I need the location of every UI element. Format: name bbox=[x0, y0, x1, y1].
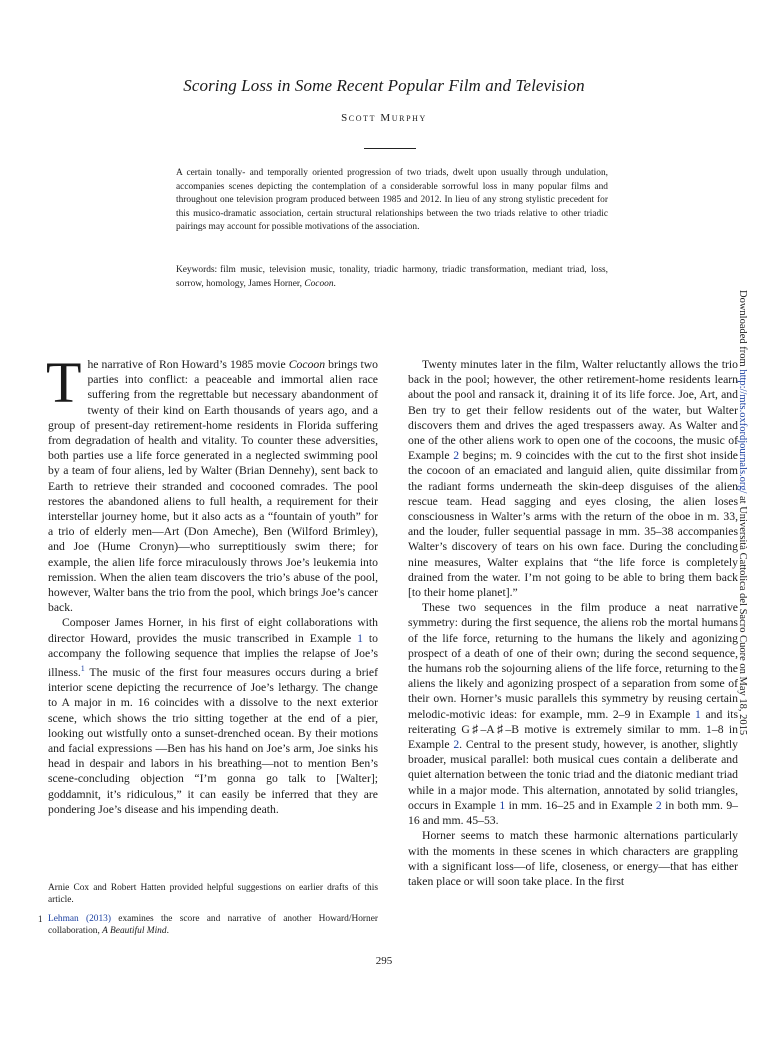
p3-text-b: begins; m. 9 coincides with the cut to the first shot inside the cocoon of an emaciated and languid alien, quite dissimilar from the radiant forms underneath the skin-deep disguises of the alien rescue team. Head sagging and eyes closing, the alien loses consciousness in Walter’s arms with the return of the oboe in m. 33, and the louder, fuller sequential passage in mm. 35–38 accompanies Walter’s discovery of tears on his own face. During the concluding nine measures, Walter explains that “the life force is completely drained from the water. I’m not going to be able to bring them back [to their home planet].” bbox=[408, 449, 738, 600]
footnote-text: examines the score and narrative of another Howard/Horner collaboration, bbox=[48, 913, 378, 937]
p2-text-a: Composer James Horner, in his first of eight collaborations with director Howard, provides the music transcribed in Example bbox=[48, 616, 378, 645]
keywords-label: Keywords: bbox=[176, 265, 218, 275]
drop-cap: T bbox=[46, 350, 82, 415]
right-column bbox=[408, 357, 738, 889]
p4-text-b: and its reiterating G♯–A♯–B motive is extremely similar to mm. 1–8 in Example bbox=[408, 707, 738, 752]
left-column bbox=[46, 350, 379, 817]
footnotes bbox=[38, 882, 378, 938]
example-link[interactable]: 1 bbox=[357, 631, 363, 645]
example-link[interactable]: 2 bbox=[655, 798, 662, 812]
footnote-end: . bbox=[166, 926, 169, 937]
watermark-prefix: Downloaded from bbox=[737, 290, 748, 370]
download-watermark bbox=[728, 290, 748, 1050]
p2-text-b: to accompany the following sequence that implies the relapse of Joe’s illness. bbox=[48, 631, 378, 679]
example-link[interactable]: 2 bbox=[453, 449, 460, 463]
keywords bbox=[176, 264, 608, 291]
page-number: 295 bbox=[375, 955, 393, 967]
footnote-italic: A Beautiful Mind bbox=[102, 926, 167, 937]
keywords-italic: Cocoon bbox=[304, 278, 334, 289]
article-title: Scoring Loss in Some Recent Popular Film and Television bbox=[183, 76, 585, 95]
paragraph-5 bbox=[408, 828, 738, 889]
p5-text-a: Horner seems to match these harmonic alternations particularly with the moments in these scenes in which characters are grappling with a significant loss—of life, closeness, or energy—that has either taken place or will soon take place. In the first bbox=[408, 829, 738, 888]
p3-text-a: Twenty minutes later in the film, Walter reluctantly allows the trio back in the pool; however, the other retirement-home residents learn about the pool and ransack it, draining it of its life force. Joe, Art, and Ben try to get their fellow residents out of the water, but Walter discovers them and drives the aged trespassers away. As Walter and one of the other aliens work to open one of the cocoons, the music of Example bbox=[408, 358, 738, 463]
paragraph-3 bbox=[408, 357, 738, 600]
p4-text-d: in mm. 16–25 and in Example bbox=[505, 798, 656, 812]
p2-text-c: The music of the first four measures occurs during a brief interior scene depicting the recurrence of Joe’s lethargy. The change to A major in m. 16 coincides with a dissolve to the next exterior scene, which shows the trio sitting together at the end of a pier, looking out wistfully onto a sunset-drenched ocean. By their motions and facial expressions —Ben has his hand on Joe’s arm, Joe sinks his head in despair and labors in his breathing—not to mention Ben’s scene-concluding objection “I’m gonna go talk to [Walter]; goddamnit, it’s ridiculous,” it can easily be inferred that they are pondering Joe’s disease and his impending death. bbox=[48, 665, 378, 816]
footnote-number: 1 bbox=[38, 913, 43, 924]
keywords-end: . bbox=[333, 278, 336, 289]
paragraph-2 bbox=[48, 615, 378, 817]
keywords-text: film music, television music, tonality, triadic harmony, triadic transformation, mediant triad, loss, sorrow, homology, James Horner, bbox=[176, 265, 608, 289]
watermark-link[interactable]: http://mts.oxfordjournals.org/ bbox=[737, 369, 748, 494]
p1-text-a: he narrative of Ron Howard’s 1985 movie bbox=[87, 358, 289, 371]
example-link[interactable]: 1 bbox=[694, 707, 701, 721]
title-divider bbox=[364, 148, 416, 149]
p4-text-c: . Central to the present study, however, is another, slightly broader, musical parallel: both musical cues contain a deliberate and quiet alternation between the tonic triad and the diatonic mediant triad while in a major mode. This alternation, annotated by solid triangles, occurs in Example bbox=[408, 738, 738, 812]
citation-link[interactable]: Lehman (2013) bbox=[48, 913, 111, 924]
footnote-1 bbox=[38, 913, 378, 938]
author-name: Scott Murphy bbox=[341, 112, 427, 124]
p4-text-a: These two sequences in the film produce a neat narrative symmetry: during the first sequence, the aliens rob the mortal humans of the life force, returning to the humans the likely and agonizing prospect of a death of one of their own; during the second sequence, the humans rob the sojourning aliens of the life force, returning to the aliens the likely and agonizing prospect of a separation from some of their own. Horner’s music parallels this symmetry by reusing certain melodic-motivic ideas: for example, mm. 2–9 in Example bbox=[408, 601, 738, 721]
paragraph-1 bbox=[46, 350, 379, 615]
footnote-ref[interactable]: 1 bbox=[80, 664, 85, 674]
abstract: A certain tonally- and temporally oriented progression of two triads, dwelt upon usually through undulation, accompanies scenes depicting the contemplation of a considerable sorrowful loss in many popular films and throughout one television program produced between 1985 and 2012. In lieu of any strong stylistic precedent for this musico-dramatic association, certain structural relationships between the two triads relative to other triadic pairings may account for possible motivations of the association. bbox=[176, 168, 608, 233]
paragraph-4 bbox=[408, 600, 738, 828]
p1-text-b: brings two parties into conflict: a peaceable and immortal alien race suffering from the regrettable but necessary abandonment of twenty of their kind on Earth thousands of years ago, and a group of present-day retirement-home residents in Florida suffering from degradation of health and vitality. To counter these adversities, both parties use a life force generated in a neglected swimming pool by a team of four aliens, led by Walter (Brian Dennehy), sent back to Earth to retrieve their stranded and cocooned comrades. The pool restores the abandoned aliens to full health, a requirement for their interstellar journey home, but it also acts as a “fountain of youth” for a trio of elderly men—Art (Don Ameche), Ben (Wilford Brimley), and Joe (Hume Cronyn)—who surreptitiously swim there; for example, the alien life force miraculously throws Joe’s leukemia into remission. When the alien team discovers the trio’s abuse of the pool, however, Walter bans the trio from the pool, which brings Joe’s cancer back. bbox=[48, 358, 379, 615]
example-link[interactable]: 2 bbox=[453, 738, 460, 752]
example-link[interactable]: 1 bbox=[499, 798, 506, 812]
watermark-suffix: at Università Cattolica del Sacro Cuore on May 18, 2015 bbox=[737, 493, 748, 736]
p1-film-title: Cocoon bbox=[288, 358, 326, 371]
p4-text-e: in both mm. 9–16 and mm. 45–53. bbox=[408, 798, 739, 828]
acknowledgment: Arnie Cox and Robert Hatten provided helpful suggestions on earlier drafts of this article. bbox=[48, 883, 378, 906]
